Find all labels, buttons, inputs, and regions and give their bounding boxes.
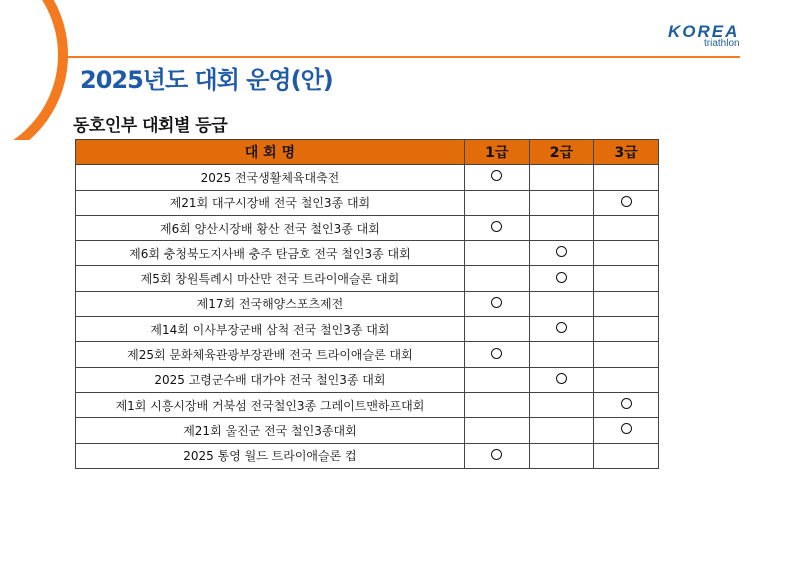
grade-3-cell	[594, 241, 659, 266]
column-header-grade1: 1급	[464, 140, 529, 165]
grade-3-cell	[594, 317, 659, 342]
event-name: 제1회 시흥시장배 거북섬 전국철인3종 그레이트맨하프대회	[76, 392, 465, 417]
grade-3-cell	[594, 443, 659, 468]
event-name: 제25회 문화체육관광부장관배 전국 트라이애슬론 대회	[76, 342, 465, 367]
grade-table	[75, 139, 659, 469]
event-name: 제21회 울진군 전국 철인3종대회	[76, 418, 465, 443]
grade-2-cell	[529, 418, 594, 443]
grade-1-cell	[464, 215, 529, 240]
circle-mark-icon	[556, 246, 567, 257]
event-name: 제17회 전국해양스포츠제전	[76, 291, 465, 316]
grade-1-cell	[464, 165, 529, 190]
event-name: 제6회 충청북도지사배 충주 탄금호 전국 철인3종 대회	[76, 241, 465, 266]
circle-mark-icon	[556, 322, 567, 333]
event-name: 2025 통영 월드 트라이애슬론 컵	[76, 443, 465, 468]
event-name: 2025 전국생활체육대축전	[76, 165, 465, 190]
grade-1-cell	[464, 317, 529, 342]
grade-2-cell	[529, 317, 594, 342]
grade-1-cell	[464, 367, 529, 392]
grade-2-cell	[529, 266, 594, 291]
grade-3-cell	[594, 266, 659, 291]
grade-2-cell	[529, 342, 594, 367]
table-row	[76, 443, 659, 468]
circle-mark-icon	[621, 423, 632, 434]
korea-triathlon-logo: KOREA triathlon	[668, 22, 740, 49]
event-name: 제14회 이사부장군배 삼척 전국 철인3종 대회	[76, 317, 465, 342]
grade-1-cell	[464, 443, 529, 468]
table-row	[76, 190, 659, 215]
column-header-grade2: 2급	[529, 140, 594, 165]
grade-2-cell	[529, 443, 594, 468]
section-title: 동호인부 대회별 등급	[73, 116, 228, 136]
column-header-name: 대 회 명	[76, 140, 465, 165]
event-name: 제6회 양산시장배 황산 전국 철인3종 대회	[76, 215, 465, 240]
circle-mark-icon	[491, 348, 502, 359]
grade-2-cell	[529, 190, 594, 215]
circle-mark-icon	[556, 373, 567, 384]
grade-1-cell	[464, 392, 529, 417]
grade-3-cell	[594, 190, 659, 215]
table-row	[76, 266, 659, 291]
circle-mark-icon	[556, 272, 567, 283]
circle-mark-icon	[621, 398, 632, 409]
grade-3-cell	[594, 367, 659, 392]
column-header-grade3: 3급	[594, 140, 659, 165]
table-row	[76, 165, 659, 190]
event-name: 제21회 대구시장배 전국 철인3종 대회	[76, 190, 465, 215]
grade-2-cell	[529, 241, 594, 266]
table-row	[76, 367, 659, 392]
grade-2-cell	[529, 392, 594, 417]
circle-mark-icon	[491, 221, 502, 232]
grade-1-cell	[464, 266, 529, 291]
grade-3-cell	[594, 215, 659, 240]
grade-1-cell	[464, 418, 529, 443]
table-row	[76, 418, 659, 443]
table-row	[76, 241, 659, 266]
grade-2-cell	[529, 215, 594, 240]
grade-3-cell	[594, 392, 659, 417]
grade-1-cell	[464, 241, 529, 266]
table-row	[76, 291, 659, 316]
event-name: 제5회 창원특례시 마산만 전국 트라이애슬론 대회	[76, 266, 465, 291]
page-title: 2025년도 대회 운영(안)	[80, 66, 333, 94]
table-row	[76, 342, 659, 367]
header-divider	[64, 56, 740, 58]
table-row	[76, 317, 659, 342]
table-row	[76, 215, 659, 240]
event-name: 2025 고령군수배 대가야 전국 철인3종 대회	[76, 367, 465, 392]
grade-3-cell	[594, 342, 659, 367]
grade-1-cell	[464, 342, 529, 367]
grade-2-cell	[529, 367, 594, 392]
grade-1-cell	[464, 291, 529, 316]
circle-mark-icon	[491, 449, 502, 460]
table-row	[76, 392, 659, 417]
grade-3-cell	[594, 165, 659, 190]
grade-3-cell	[594, 291, 659, 316]
grade-3-cell	[594, 418, 659, 443]
circle-mark-icon	[491, 297, 502, 308]
grade-1-cell	[464, 190, 529, 215]
grade-2-cell	[529, 165, 594, 190]
grade-2-cell	[529, 291, 594, 316]
circle-mark-icon	[621, 196, 632, 207]
circle-mark-icon	[491, 170, 502, 181]
